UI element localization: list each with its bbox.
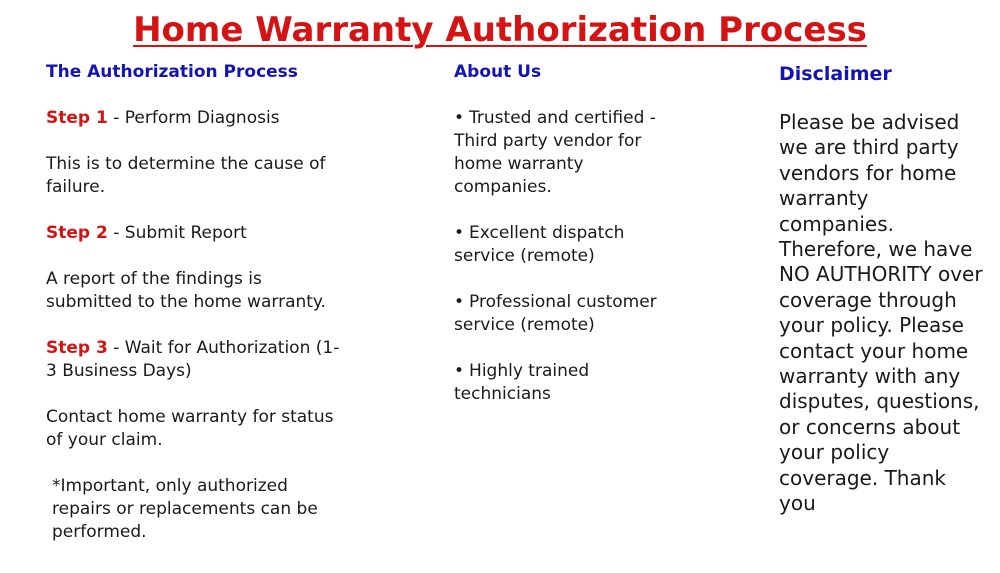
authorization-process-section (46, 60, 346, 544)
step-2-title (46, 222, 346, 245)
disclaimer-heading: Disclaimer (779, 63, 892, 85)
step-1-description: This is to determine the cause of failure. (46, 154, 326, 197)
about-us-section (454, 60, 674, 406)
bullet-icon: • (454, 223, 465, 243)
step-1-title (46, 107, 346, 130)
about-item-text: Trusted and certified - Third party vendor for home warranty companies. (454, 108, 656, 197)
disclaimer-section (779, 60, 989, 517)
step-1-label: Step 1 (46, 108, 108, 128)
authorization-process-heading: The Authorization Process (46, 62, 298, 82)
about-item (454, 107, 674, 199)
step-3-description: Contact home warranty for status of your claim. (46, 407, 334, 450)
step-1-name: - Perform Diagnosis (113, 108, 280, 128)
disclaimer-text: Please be advised we are third party vendors for home warranty companies. Therefore, we have NO AUTHORITY over coverage through your policy. Please contact your home warranty with any disputes, questions, or concerns about your policy coverage. Thank you (779, 110, 983, 516)
about-item (454, 222, 674, 268)
about-item (454, 360, 674, 406)
bullet-icon: • (454, 108, 465, 128)
step-3-label: Step 3 (46, 338, 108, 358)
page-title: Home Warranty Authorization Process (133, 10, 867, 50)
about-item-text: Professional customer service (remote) (454, 292, 657, 335)
about-item-text: Highly trained technicians (454, 361, 590, 404)
step-2-description: A report of the findings is submitted to the home warranty. (46, 269, 326, 312)
bullet-icon: • (454, 292, 465, 312)
about-item (454, 291, 674, 337)
about-us-heading: About Us (454, 62, 542, 82)
step-3-title (46, 337, 346, 383)
important-note: *Important, only authorized repairs or replacements can be performed. (52, 476, 318, 542)
step-2-label: Step 2 (46, 223, 108, 243)
step-2-name: - Submit Report (113, 223, 247, 243)
about-item-text: Excellent dispatch service (remote) (454, 223, 625, 266)
step-3-name: - Wait for Authorization (1-3 Business Days) (46, 338, 340, 381)
bullet-icon: • (454, 361, 465, 381)
